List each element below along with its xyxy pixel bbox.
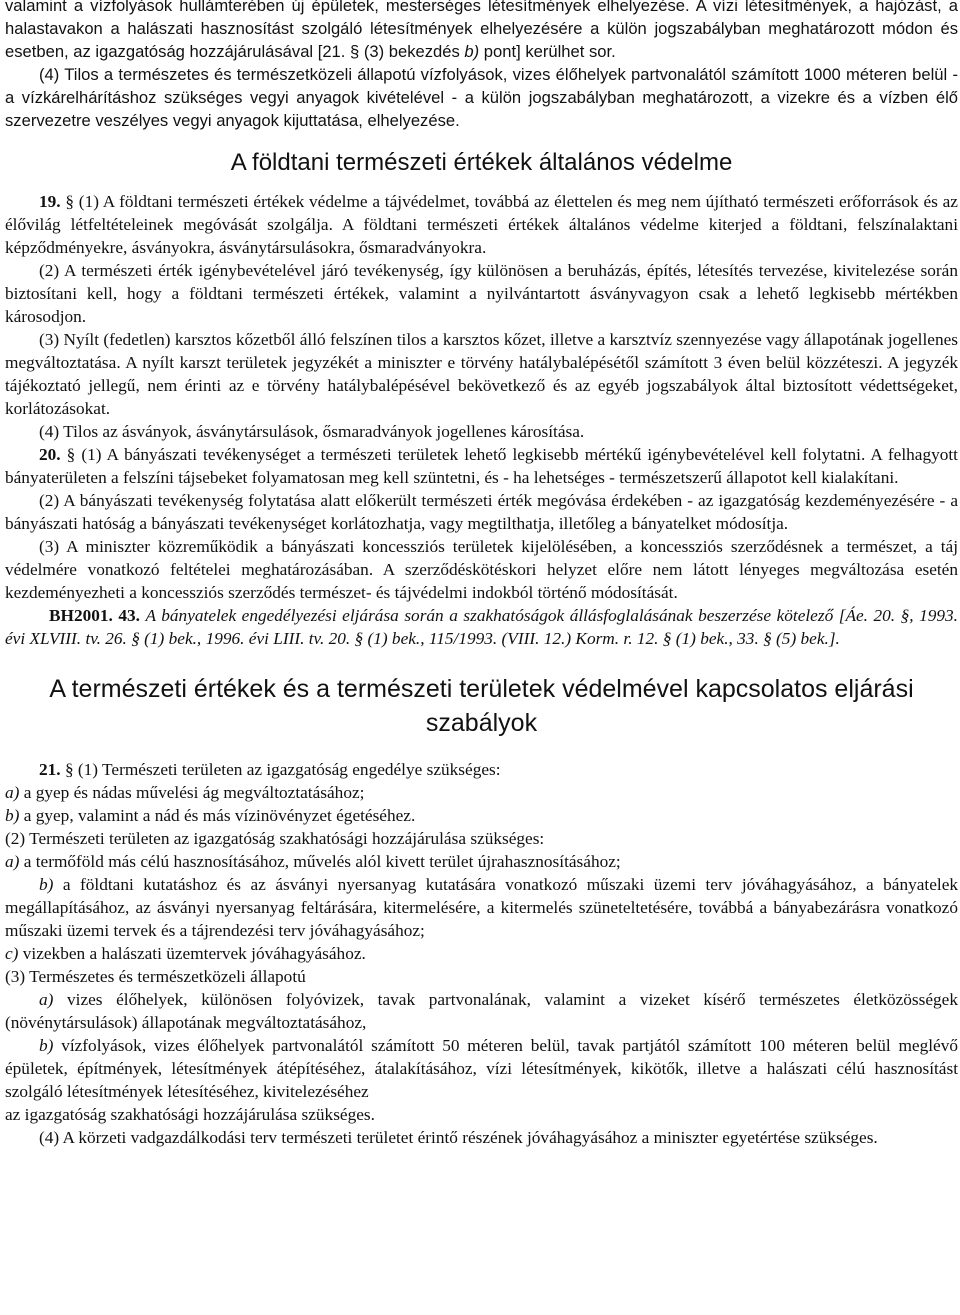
list-item (5, 1034, 958, 1103)
item-text: vízfolyások, vizes élőhelyek partvonalától számított 50 méteren belül, tavak partjától számított 100 méteren belül meglévő épületek, építmények, létesítmények átépítéséhez, átalakításához, vízi létesítmények, kikötők, illetve a halászati célú hasznosítást szolgáló létesítmények létesítéséhez, kivitelezéséhez (5, 1036, 958, 1101)
list-item (5, 781, 958, 804)
paragraph-text: § (1) A bányászati tevékenységet a természeti területek lehető legkisebb mértékű igénybevételével kell folytatni. A felhagyott bányaterületen a felszíni tájsebeket folyamatosan meg kell szüntetni, és - ha lehetséges - természetszerű állapotot kell kialakítani. (5, 445, 958, 487)
paragraph-text: § (1) Természeti területen az igazgatóság engedélye szükséges: (64, 760, 501, 779)
paragraph: az igazgatóság szakhatósági hozzájárulása szükséges. (5, 1105, 375, 1124)
section-20 (5, 443, 958, 650)
item-text: vizes élőhelyek, különösen folyóvizek, tavak partvonalának, valamint a vizeket kísérő természetes életközösségek (növénytársulások) állapotának megváltoztatásához, (5, 990, 958, 1032)
list-item (5, 988, 958, 1034)
section-18-continuation (5, 0, 958, 132)
paragraph (5, 443, 958, 489)
item-text: vizekben a halászati üzemtervek jóváhagyásához. (22, 944, 366, 963)
item-text: a gyep, valamint a nád és más vízinövényzet égetéséhez. (23, 806, 416, 825)
paragraph: (4) Tilos a természetes és természetközeli állapotú vízfolyások, vizes élőhelyek partvonalától számított 1000 méteren belül - a vízkárelhárításhoz szükséges vegyi anyagok kivételével - a külön jogszabályban meghatározott, a vizekre és a vízben élő szervezetre veszélyes vegyi anyagok kijuttatása, elhelyezése. (5, 65, 958, 130)
paragraph: (3) Nyílt (fedetlen) karsztos kőzetből álló felszínen tilos a karsztos kőzet, illetve a karsztvíz szennyezése vagy állapotának jogellenes megváltoztatása. A nyílt karszt területek jegyzékét a miniszter e törvény hatálybalépésétől számított 3 éven belül közzéteszi. A jegyzék tájékoztató jellegű, nem érinti az e törvény hatálybalépésével bekövetkező és az egyéb jogszabályok által biztosított védettségeket, korlátozásokat. (5, 330, 958, 418)
item-label: b) (39, 875, 54, 894)
item-label: b) (5, 806, 20, 825)
paragraph: (2) A természeti érték igénybevételével járó tevékenység, így különösen a beruházás, építés, létesítés tervezése, kivitelezése során biztosítani kell, hogy a földtani természeti értékek, valamint a nyilvántartott ásványvagyon csak a lehető legkisebb mértékben károsodjon. (5, 261, 958, 326)
item-label: a) (5, 783, 20, 802)
paragraph: (2) A bányászati tevékenység folytatása alatt előkerült természeti érték megóvása érdekében - az igazgatóság kezdeményezésére - a bányászati hatóság a bányászati tevékenységet korlátozhatja, vagy megtilthatja, illetőleg a bányatelket módosítja. (5, 491, 958, 533)
paragraph: (2) Természeti területen az igazgatóság szakhatósági hozzájárulása szükséges: (5, 829, 545, 848)
section-number: 21. (39, 760, 61, 779)
item-label: b) (39, 1036, 54, 1055)
section-19 (5, 190, 958, 443)
section-heading: A természeti értékek és a természeti területek védelmével kapcsolatos eljárási szabályok (49, 675, 914, 737)
court-decision-label: BH2001. 43. (49, 606, 140, 625)
court-decision-text: A bányatelek engedélyezési eljárása során a szakhatóságok állásfoglalásának beszerzése kötelező [Áe. 20. §, 1993. évi XLVIII. tv. 26. § (1) bek., 1996. évi LIII. tv. 20. § (1) bek., 115/1993. (VIII. 12.) Korm. r. 12. § (1) bek., 33. § (5) bek.]. (5, 606, 959, 648)
section-heading: A földtani természeti értékek általános védelme (230, 149, 733, 176)
document-page (5, 0, 958, 1149)
item-label: b) (464, 42, 480, 61)
paragraph: (4) A körzeti vadgazdálkodási terv természeti területet érintő részének jóváhagyásához a miniszter egyetértése szükséges. (39, 1128, 878, 1147)
list-item (5, 873, 958, 942)
paragraph: (3) A miniszter közreműködik a bányászati koncessziós területek kijelölésében, a koncessziós szerződésnek a természet, a táj védelmére vonatkozó feltételei meghatározásában. A szerződéskötéskori helyzet előre nem látott lényeges megváltozása esetén kezdeményezheti a koncessziós szerződés természet- és tájvédelmi indokból történő módosítását. (5, 537, 958, 602)
item-label: a) (39, 990, 54, 1009)
paragraph: (3) Természetes és természetközeli állapotú (5, 967, 306, 986)
section-number: 20. (39, 445, 61, 464)
court-decision-reference (5, 604, 958, 650)
item-text: a termőföld más célú hasznosításához, művelés alól kivett terület újrahasznosításához; (23, 852, 621, 871)
paragraph-text: valamint a vízfolyások hullámterében új épületek, mesterséges létesítmények elhelyezése. A vízi létesítmények, a hajózást, a halastavakon a halászati hasznosítást szolgáló létesítmények elhelyezésére a külön jogszabályban meghatározott módon és esetben, az igazgatóság hozzájárulásával [21. § (3) bekezdés (5, 0, 958, 61)
paragraph (5, 190, 958, 259)
item-label: a) (5, 852, 20, 871)
section-21 (5, 758, 958, 1149)
section-number: 19. (39, 192, 61, 211)
paragraph-text: pont] kerülhet sor. (483, 42, 616, 61)
paragraph-text: § (1) A földtani természeti értékek védelme a tájvédelmet, továbbá az élettelen és meg nem újítható természeti erőforrások és az élővilág létfeltételeinek megóvását szolgálja. A földtani természeti értékek általános védelme kiterjed a földtani, felszínalaktani képződményekre, ásványokra, ásványtársulásokra, ősmaradványokra. (5, 192, 958, 257)
item-text: a gyep és nádas művelési ág megváltoztatásához; (23, 783, 365, 802)
paragraph (5, 0, 958, 63)
item-text: a földtani kutatáshoz és az ásványi nyersanyag kutatására vonatkozó műszaki üzemi terv jóváhagyásához, a bányatelek megállapításához, az ásványi nyersanyag feltárására, kitermelésére, a kitermelés szüneteltetésére, továbbá a bányabezárásra vonatkozó műszaki üzemi tervek és a tájrendezési terv jóváhagyásához; (5, 875, 958, 940)
list-item (5, 850, 958, 873)
list-item (5, 942, 958, 965)
paragraph (5, 758, 958, 781)
paragraph: (4) Tilos az ásványok, ásványtársulások, ősmaradványok jogellenes károsítása. (39, 422, 585, 441)
list-item (5, 804, 958, 827)
item-label: c) (5, 944, 19, 963)
